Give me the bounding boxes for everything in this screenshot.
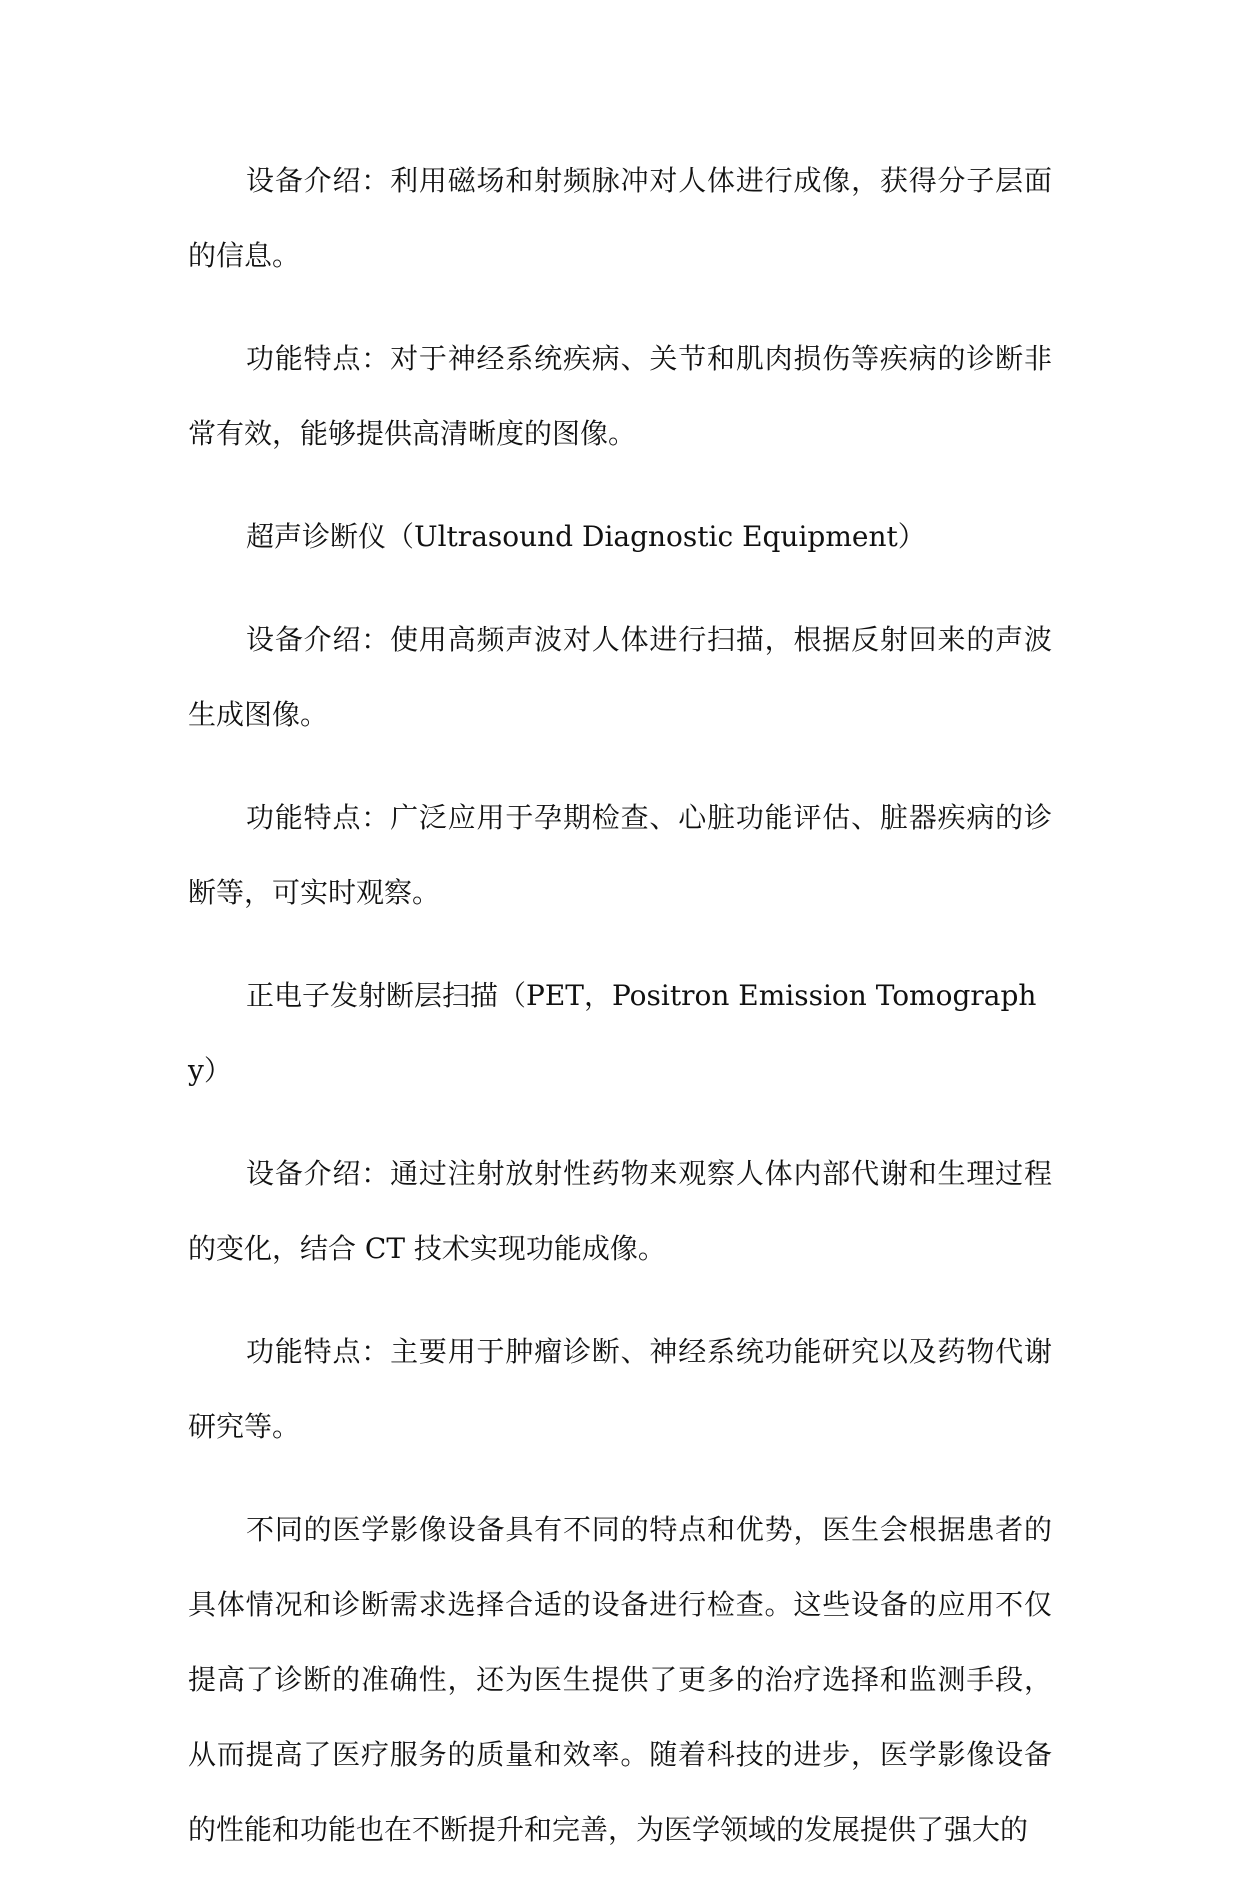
paragraph-summary: 不同的医学影像设备具有不同的特点和优势，医生会根据患者的具体情况和诊断需求选择合适的设备进行检查。这些设备的应用不仅提高了诊断的准确性，还为医生提供了更多的治疗选择和监测手段，从而提高了医疗服务的质量和效率。随着科技的进步，医学影像设备的性能和功能也在不断提升和完善，为医学领域的发展提供了强大的 <box>188 1513 1052 1846</box>
paragraph-mri-features: 功能特点：对于神经系统疾病、关节和肌肉损伤等疾病的诊断非常有效，能够提供高清晰度的图像。 <box>188 342 1052 450</box>
heading-pet: 正电子发射断层扫描（PET，Positron Emission Tomography） <box>188 979 1037 1087</box>
heading-ultrasound: 超声诊断仪（Ultrasound Diagnostic Equipment） <box>246 520 926 553</box>
paragraph-ultrasound-features: 功能特点：广泛应用于孕期检查、心脏功能评估、脏器疾病的诊断等，可实时观察。 <box>188 801 1052 909</box>
document-body <box>188 143 1052 1895</box>
paragraph-pet-intro: 设备介绍：通过注射放射性药物来观察人体内部代谢和生理过程的变化，结合 CT 技术实现功能成像。 <box>188 1157 1052 1265</box>
paragraph-ultrasound-intro: 设备介绍：使用高频声波对人体进行扫描，根据反射回来的声波生成图像。 <box>188 623 1052 731</box>
paragraph-mri-intro: 设备介绍：利用磁场和射频脉冲对人体进行成像，获得分子层面的信息。 <box>188 164 1052 272</box>
paragraph-pet-features: 功能特点：主要用于肿瘤诊断、神经系统功能研究以及药物代谢研究等。 <box>188 1335 1052 1443</box>
